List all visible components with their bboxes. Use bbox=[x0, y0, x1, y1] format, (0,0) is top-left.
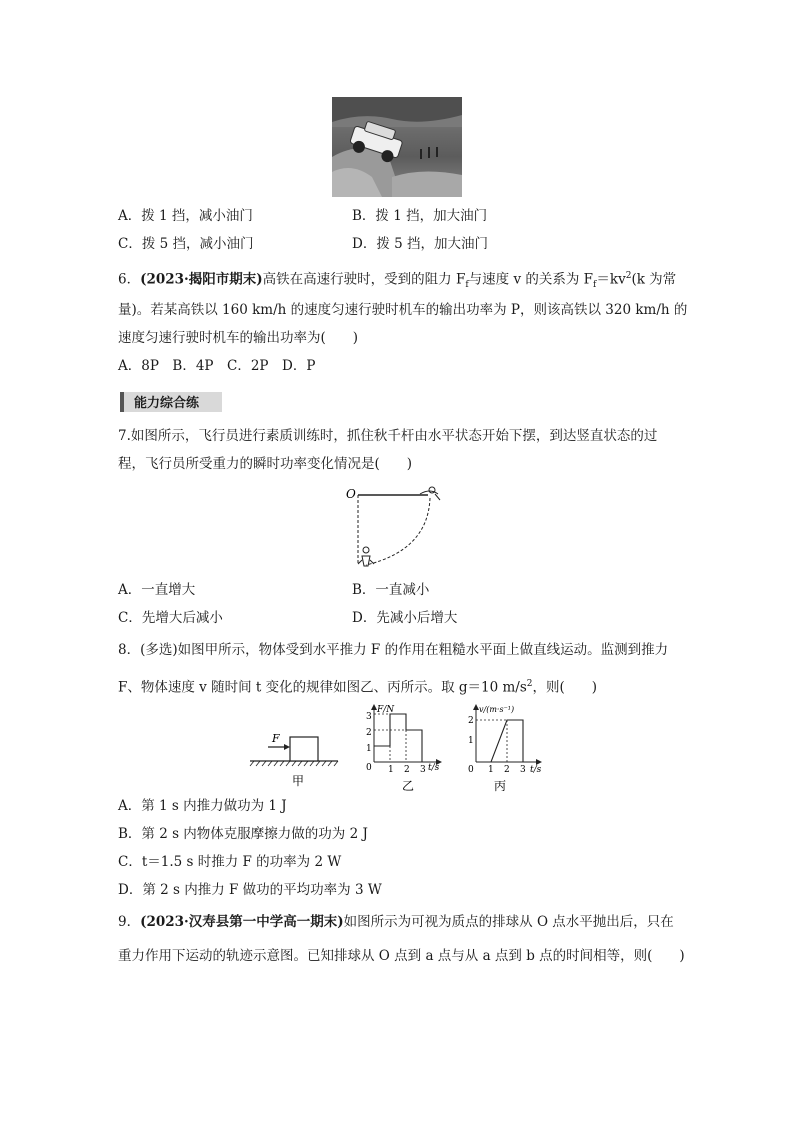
q5-option-d: D．拨 5 挡，加大油门 bbox=[352, 236, 488, 252]
q7-option-b: B．一直减小 bbox=[352, 582, 430, 598]
swing-figure bbox=[340, 480, 450, 575]
yi-ytick-3: 3 bbox=[366, 712, 372, 722]
bing-xtick-2: 2 bbox=[504, 765, 510, 775]
q5-option-b: B．拨 1 挡，加大油门 bbox=[352, 208, 488, 224]
bing-ylabel: v/(m·s⁻¹) bbox=[479, 705, 515, 714]
q7-option-c: C．先增大后减小 bbox=[118, 610, 223, 626]
car-illustration bbox=[332, 97, 462, 197]
q6-source: (2023·揭阳市期末) bbox=[140, 271, 263, 288]
caption-jia: 甲 bbox=[292, 774, 305, 788]
caption-yi: 乙 bbox=[402, 779, 415, 792]
yi-ylabel: F/N bbox=[377, 705, 395, 715]
bing-ytick-1: 1 bbox=[468, 736, 474, 746]
yi-xtick-3: 3 bbox=[420, 765, 426, 775]
point-o-label: O bbox=[346, 487, 356, 501]
bing-velocity-curve bbox=[476, 720, 523, 762]
q6-line-1: 6．(2023·揭阳市期末)高铁在高速行驶时，受到的阻力 $F_f$与速度 v 的关系为 $F_f=kv^2(k$ 为常 bbox=[118, 271, 677, 291]
q6-line-3: 速度匀速行驶时机车的输出功率为( ) bbox=[118, 330, 359, 346]
bing-xtick-3: 3 bbox=[520, 765, 526, 775]
q7-line-2: 程，飞行员所受重力的瞬时功率变化情况是( ) bbox=[118, 456, 413, 472]
q5-option-c: C．拨 5 挡，减小油门 bbox=[118, 236, 254, 252]
q6-options: A．8P B．4P C．2P D．P bbox=[118, 358, 316, 374]
yi-ytick-2: 2 bbox=[366, 728, 372, 738]
q8-option-c: C．t＝1.5 s 时推力 F 的功率为 2 W bbox=[118, 854, 342, 870]
q8-line-2: F、物体速度 v 随时间 t 变化的规律如图乙、丙所示。取 g＝10 $m/s^2$，则( ) bbox=[118, 679, 598, 696]
q8-option-b: B．第 2 s 内物体克服摩擦力做的功为 2 J bbox=[118, 826, 368, 842]
q6-line-2: 量)。若某高铁以 160 km/h 的速度匀速行驶时机车的输出功率为 P，则该高铁以 320 km/h 的 bbox=[118, 302, 688, 318]
q5-option-a: A．拨 1 挡，减小油门 bbox=[118, 208, 253, 224]
force-label: F bbox=[272, 732, 280, 745]
q7-option-a: A．一直增大 bbox=[118, 582, 196, 598]
yi-xlabel: t/s bbox=[428, 763, 440, 773]
yi-xtick-1: 1 bbox=[388, 765, 394, 775]
figure-yi bbox=[362, 700, 454, 792]
bing-xtick-0: 0 bbox=[468, 765, 474, 775]
block bbox=[290, 737, 318, 761]
section-header bbox=[120, 392, 222, 412]
q7-line-1: 7.如图所示，飞行员进行素质训练时，抓住秋千杆由水平状态开始下摆，到达竖直状态的过 bbox=[118, 428, 658, 444]
q9-line-2: 重力作用下运动的轨迹示意图。已知排球从 O 点到 a 点与从 a 点到 b 点的时间相等，则( ) bbox=[118, 948, 685, 964]
caption-bing: 丙 bbox=[494, 779, 507, 792]
q8-option-d: D．第 2 s 内推力 F 做功的平均功率为 3 W bbox=[118, 882, 382, 898]
q7-option-d: D．先减小后增大 bbox=[352, 610, 458, 626]
figure-bing bbox=[464, 700, 556, 792]
yi-ytick-1: 1 bbox=[366, 744, 372, 754]
section-title: 能力综合练 bbox=[134, 396, 200, 411]
offroad-car-photo bbox=[332, 97, 462, 197]
bing-xlabel: t/s bbox=[530, 765, 542, 775]
yi-xtick-2: 2 bbox=[404, 765, 410, 775]
yi-xtick-0: 0 bbox=[366, 763, 372, 773]
q9-line-1: 9．(2023·汉寿县第一中学高一期末)如图所示为可视为质点的排球从 O 点水平抛出后，只在 bbox=[118, 914, 674, 930]
bing-ytick-2: 2 bbox=[468, 716, 474, 726]
q8-line-1: 8．(多选)如图甲所示，物体受到水平推力 F 的作用在粗糙水平面上做直线运动。监测到推力 bbox=[118, 642, 669, 658]
bing-xtick-1: 1 bbox=[488, 765, 494, 775]
q8-option-a: A．第 1 s 内推力做功为 1 J bbox=[118, 798, 287, 814]
yi-force-curve bbox=[374, 714, 422, 762]
figure-jia bbox=[248, 725, 340, 790]
q9-source: (2023·汉寿县第一中学高一期末) bbox=[140, 914, 344, 930]
